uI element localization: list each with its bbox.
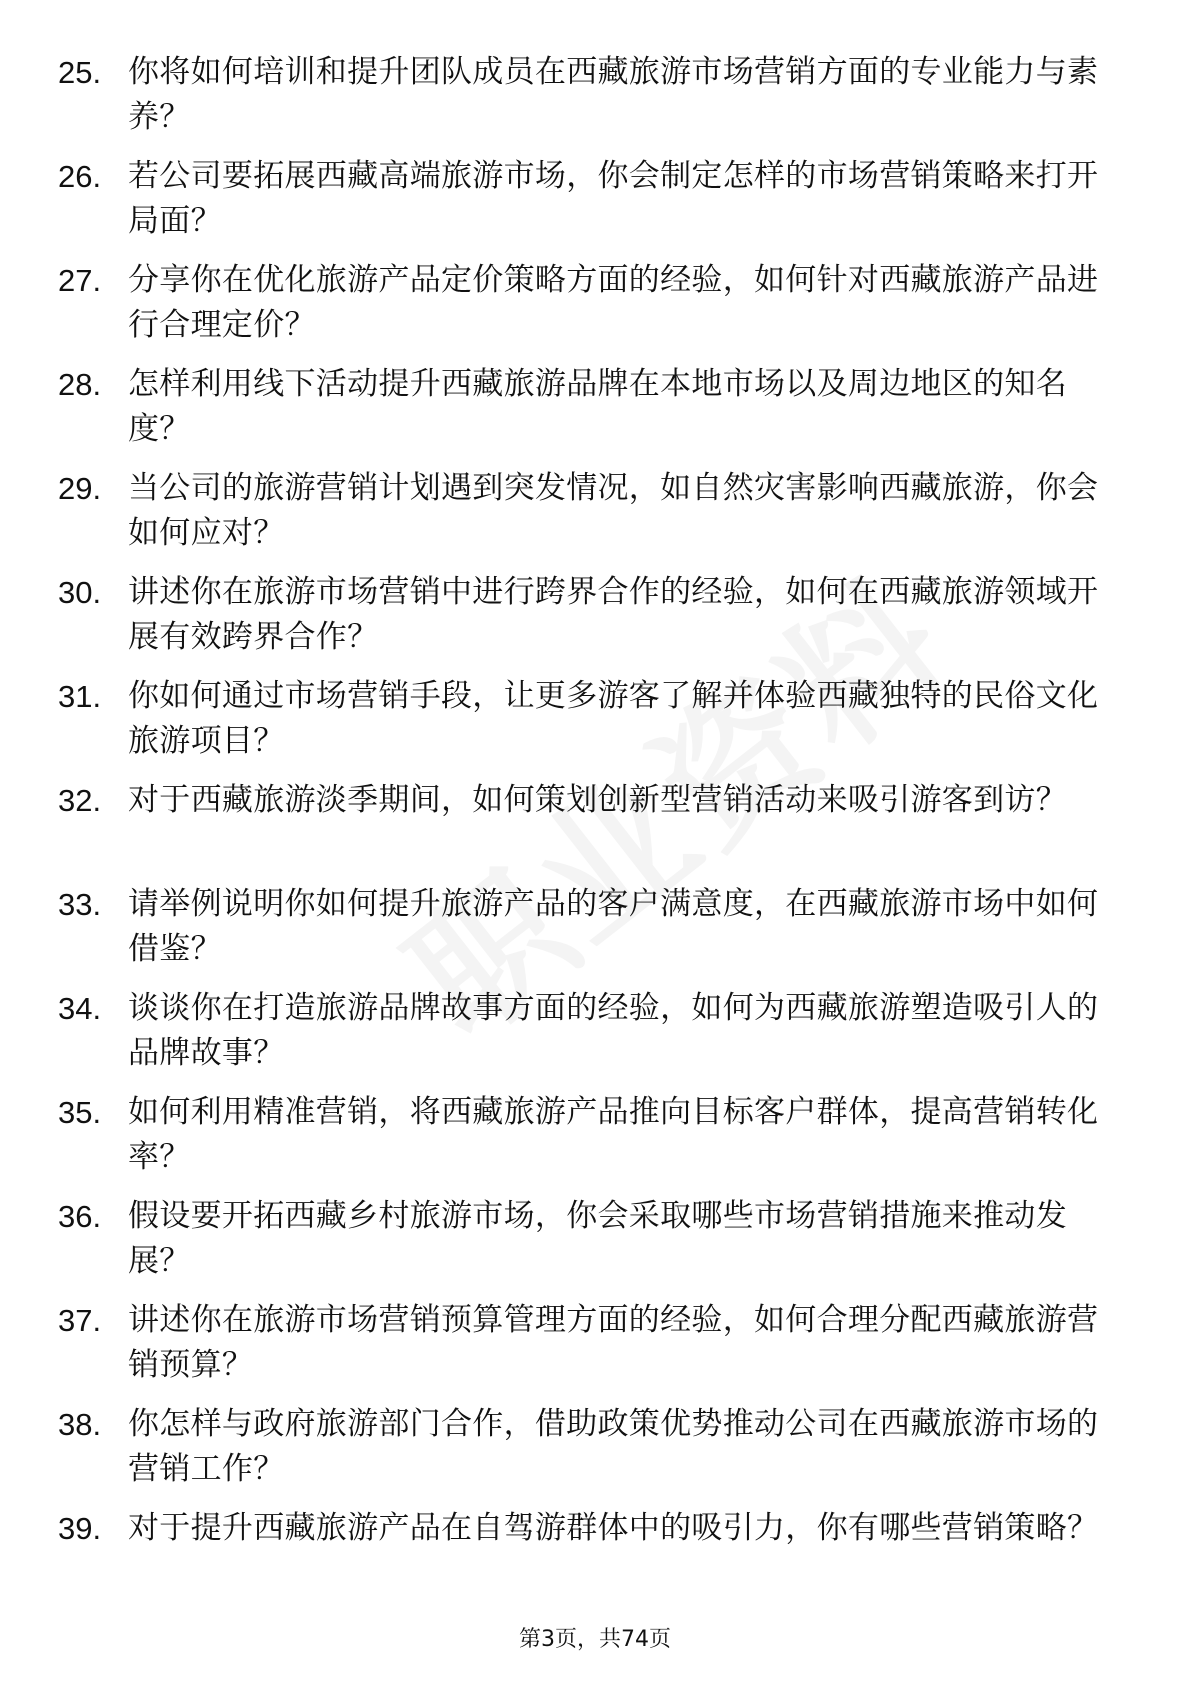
question-number: 34. bbox=[58, 991, 102, 1026]
question-number: 28. bbox=[58, 367, 102, 402]
question-text: 如何利用精准营销，将西藏旅游产品推向目标客户群体，提高营销转化率？ bbox=[128, 1094, 1099, 1175]
question-text: 怎样利用线下活动提升西藏旅游品牌在本地市场以及周边地区的知名度？ bbox=[128, 366, 1067, 447]
list-item bbox=[58, 1506, 1118, 1610]
question-text: 对于西藏旅游淡季期间，如何策划创新型营销活动来吸引游客到访？ bbox=[128, 782, 1067, 818]
question-number: 30. bbox=[58, 575, 102, 610]
question-number: 33. bbox=[58, 887, 102, 922]
question-number: 36. bbox=[58, 1199, 102, 1234]
list-item bbox=[58, 362, 1118, 466]
question-number: 37. bbox=[58, 1303, 102, 1338]
question-number: 29. bbox=[58, 471, 102, 506]
question-text: 谈谈你在打造旅游品牌故事方面的经验，如何为西藏旅游塑造吸引人的品牌故事？ bbox=[128, 990, 1099, 1071]
question-text: 对于提升西藏旅游产品在自驾游群体中的吸引力，你有哪些营销策略？ bbox=[128, 1510, 1099, 1546]
question-number: 27. bbox=[58, 263, 102, 298]
question-text: 假设要开拓西藏乡村旅游市场，你会采取哪些市场营销措施来推动发展？ bbox=[128, 1198, 1067, 1279]
list-item bbox=[58, 1090, 1118, 1194]
list-item bbox=[58, 154, 1118, 258]
list-item bbox=[58, 986, 1118, 1090]
question-number: 35. bbox=[58, 1095, 102, 1130]
question-number: 25. bbox=[58, 55, 102, 90]
question-text: 你如何通过市场营销手段，让更多游客了解并体验西藏独特的民俗文化旅游项目？ bbox=[128, 678, 1099, 759]
question-text: 你将如何培训和提升团队成员在西藏旅游市场营销方面的专业能力与素养？ bbox=[128, 54, 1099, 135]
question-text: 分享你在优化旅游产品定价策略方面的经验，如何针对西藏旅游产品进行合理定价？ bbox=[128, 262, 1099, 343]
list-item bbox=[58, 1402, 1118, 1506]
question-number: 31. bbox=[58, 679, 102, 714]
list-item bbox=[58, 466, 1118, 570]
list-item bbox=[58, 570, 1118, 674]
list-item bbox=[58, 1298, 1118, 1402]
page-footer: 第3页，共74页 bbox=[519, 1627, 671, 1652]
list-item bbox=[58, 674, 1118, 778]
list-item bbox=[58, 258, 1118, 362]
question-number: 38. bbox=[58, 1407, 102, 1442]
list-item bbox=[58, 50, 1118, 154]
question-text: 讲述你在旅游市场营销中进行跨界合作的经验，如何在西藏旅游领域开展有效跨界合作？ bbox=[128, 574, 1099, 655]
question-text: 讲述你在旅游市场营销预算管理方面的经验，如何合理分配西藏旅游营销预算？ bbox=[128, 1302, 1099, 1383]
question-text: 请举例说明你如何提升旅游产品的客户满意度，在西藏旅游市场中如何借鉴？ bbox=[128, 886, 1099, 967]
question-text: 若公司要拓展西藏高端旅游市场，你会制定怎样的市场营销策略来打开局面？ bbox=[128, 158, 1099, 239]
question-number: 26. bbox=[58, 159, 102, 194]
list-item bbox=[58, 778, 1118, 882]
question-list bbox=[58, 50, 1118, 1610]
question-number: 32. bbox=[58, 783, 102, 818]
question-number: 39. bbox=[58, 1511, 102, 1546]
list-item bbox=[58, 1194, 1118, 1298]
question-text: 你怎样与政府旅游部门合作，借助政策优势推动公司在西藏旅游市场的营销工作？ bbox=[128, 1406, 1099, 1487]
list-item bbox=[58, 882, 1118, 986]
question-text: 当公司的旅游营销计划遇到突发情况，如自然灾害影响西藏旅游，你会如何应对？ bbox=[128, 470, 1099, 551]
